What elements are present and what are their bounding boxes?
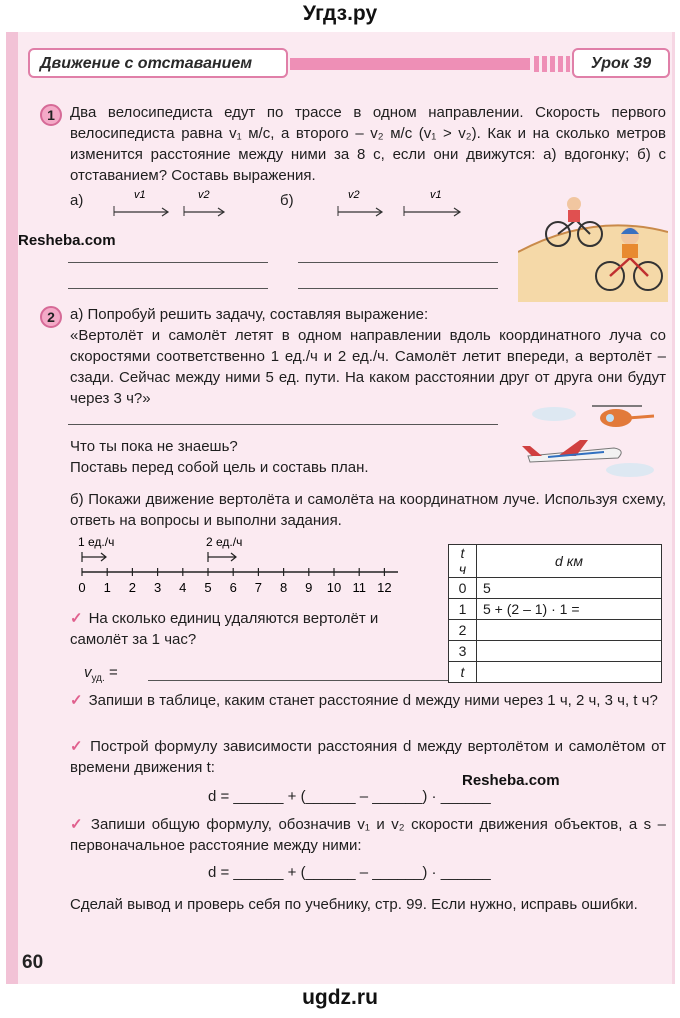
check-icon: ✓ xyxy=(70,610,83,627)
table-row xyxy=(449,620,662,641)
table-cell-t: 1 xyxy=(449,599,477,620)
table-row xyxy=(449,578,662,599)
lesson-label: Урок 39 xyxy=(572,48,670,78)
scheme-a-v2: v2 xyxy=(198,189,210,201)
table-cell-d[interactable]: 5 xyxy=(477,578,662,599)
table-row xyxy=(449,641,662,662)
table-header-t: t ч xyxy=(449,545,477,578)
v-approach-answer-line[interactable] xyxy=(148,680,448,681)
distance-table xyxy=(448,544,662,683)
table-header-d: d км xyxy=(477,545,662,578)
ray-tick-label: 5 xyxy=(204,580,212,595)
scheme-a-v1: v1 xyxy=(134,189,146,201)
page-header xyxy=(28,48,670,82)
page-number: 60 xyxy=(22,952,44,973)
answer-line-1c[interactable] xyxy=(68,288,268,289)
table-cell-t: 2 xyxy=(449,620,477,641)
formula-2[interactable]: d = ______ + (______ – ______) · ______ xyxy=(208,864,491,881)
ray-tick-label: 8 xyxy=(279,580,288,595)
task-2-problem: «Вертолёт и самолёт летят в одном направлении вдоль координатного луча со скоростями соответственно 1 ед./ч и 2 ед./ч. Самолёт летит впереди, а вертолёт – сзади. Сейчас между ними 5 ед. пути. На каком расстоянии друг от друга они будут через 3 ч?» xyxy=(70,327,666,407)
ray-tick-label: 10 xyxy=(326,580,342,595)
answer-line-1b[interactable] xyxy=(298,262,498,263)
ray-tick-label: 11 xyxy=(352,580,366,595)
aircraft-illustration xyxy=(518,400,668,478)
table-cell-t: 3 xyxy=(449,641,477,662)
table-cell-t: t xyxy=(449,662,477,683)
task-1-part-a: а) xyxy=(70,192,84,209)
site-title-bottom: ugdz.ru xyxy=(302,986,378,1009)
task-2-q4: ✓ Запиши общую формулу, обозначив v₁ и v₂ скорости движения объектов, а s – первоначальное расстояние между ними: xyxy=(70,816,666,854)
check-icon: ✓ xyxy=(70,816,85,833)
answer-line-1a[interactable] xyxy=(68,262,268,263)
table-row xyxy=(449,662,662,683)
task-1-part-b: б) xyxy=(280,192,294,209)
task-2-intro: а) Попробуй решить задачу, составляя выражение: xyxy=(70,306,429,323)
ray-tick-label: 3 xyxy=(153,580,162,595)
coordinate-ray xyxy=(68,530,398,600)
scheme-b-v1: v1 xyxy=(430,189,442,201)
task-2-question-plan: Поставь перед собой цель и составь план. xyxy=(70,459,369,476)
ray-tick-label: 12 xyxy=(377,580,392,595)
formula-1[interactable]: d = ______ + (______ – ______) · ______ xyxy=(208,788,491,805)
ray-tick-label: 2 xyxy=(128,580,137,595)
speed-label-1: 1 ед./ч xyxy=(78,535,115,549)
task-2-number: 2 xyxy=(40,306,62,328)
table-cell-d[interactable] xyxy=(477,620,662,641)
task-2-q1: ✓ На сколько единиц удаляются вертолёт и самолёт за 1 час? xyxy=(70,610,379,648)
ray-tick-label: 7 xyxy=(254,580,263,595)
cyclists-illustration xyxy=(518,192,668,302)
ray-tick-label: 1 xyxy=(103,580,111,595)
topic-title: Движение с отставанием xyxy=(28,48,288,78)
ray-tick-label: 9 xyxy=(305,580,313,595)
textbook-page xyxy=(6,32,675,984)
answer-line-1d[interactable] xyxy=(298,288,498,289)
ray-tick-label: 6 xyxy=(229,580,237,595)
scheme-b-v2: v2 xyxy=(348,189,360,201)
task-2-question-unknown: Что ты пока не знаешь? xyxy=(70,438,238,455)
table-cell-t: 0 xyxy=(449,578,477,599)
task-2-q3: ✓ Построй формулу зависимости расстояния d между вертолётом и самолётом от времени движения t: xyxy=(70,738,666,776)
speed-label-2: 2 ед./ч xyxy=(206,535,243,549)
header-decor-bar xyxy=(290,58,530,70)
answer-line-2a[interactable] xyxy=(68,424,498,425)
watermark-2: Resheba.com xyxy=(462,772,560,789)
site-title-top: Угдз.ру xyxy=(302,2,378,25)
ray-tick-label: 0 xyxy=(78,580,86,595)
table-row xyxy=(449,599,662,620)
ray-tick-label: 4 xyxy=(179,580,187,595)
task-1-scheme-b xyxy=(308,186,478,220)
header-decor-stripes xyxy=(534,56,570,72)
task-2-q2: ✓ Запиши в таблице, каким станет расстояние d между ними через 1 ч, 2 ч, 3 ч, t ч? xyxy=(70,692,658,709)
v-approach-label: $v_{уд.}$ = xyxy=(84,664,118,684)
task-1-text: Два велосипедиста едут по трассе в одном направлении. Скорость первого велосипедиста равна v₁ м/с, а второго – v₂ м/с (v₁ > v₂). Как и на сколько метров изменится расстояние между ними за 8 с, если они движутся: а) вдогонку; б) с отставанием? Составь выражения. xyxy=(70,104,666,184)
check-icon: ✓ xyxy=(70,692,83,709)
table-cell-d[interactable] xyxy=(477,662,662,683)
task-2-conclusion: Сделай вывод и проверь себя по учебнику, стр. 99. Если нужно, исправь ошибки. xyxy=(70,896,638,913)
table-header-row xyxy=(449,545,662,578)
table-cell-d[interactable]: 5 + (2 – 1) · 1 = xyxy=(477,599,662,620)
watermark-1: Resheba.com xyxy=(18,232,116,249)
check-icon: ✓ xyxy=(70,738,85,755)
task-2-part-b: б) Покажи движение вертолёта и самолёта на координатном луче. Используя схему, ответь на вопросы и выполни задания. xyxy=(70,491,666,529)
table-cell-d[interactable] xyxy=(477,641,662,662)
task-1-number: 1 xyxy=(40,104,62,126)
task-1-scheme-a xyxy=(94,186,244,220)
